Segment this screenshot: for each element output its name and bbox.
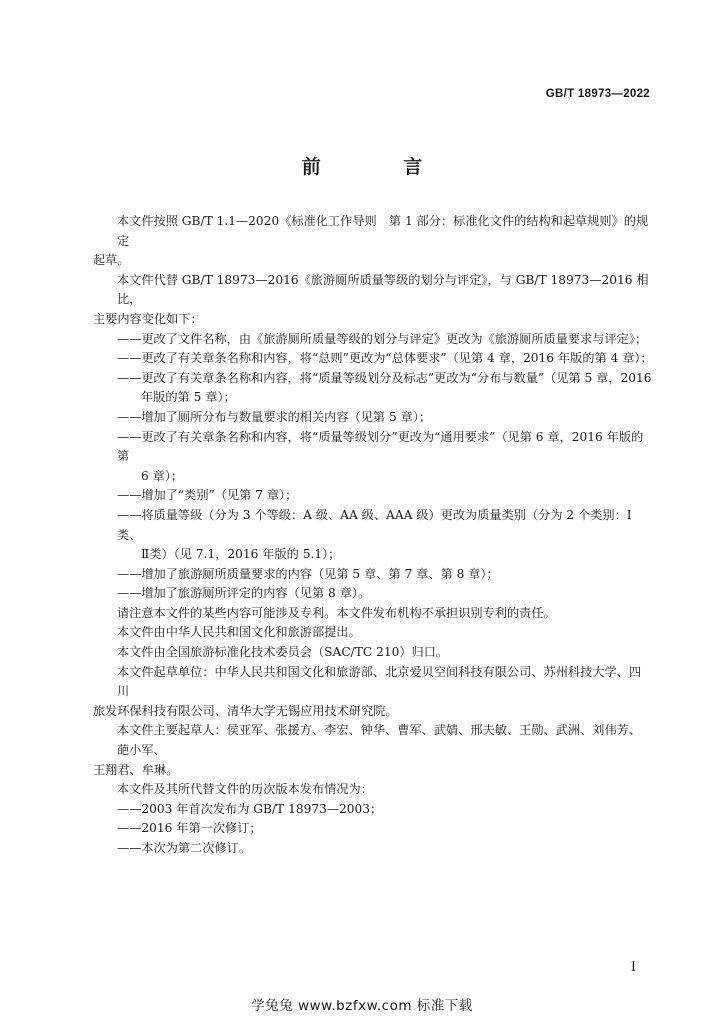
paragraph-committee: 本文件由全国旅游标准化技术委员会（SAC/TC 210）归口。	[117, 645, 449, 660]
text-line: 本文件代替 GB/T 18973—2016《旅游厕所质量等级的划分与评定》，与 GB/T 18973—2016 相比，	[117, 272, 649, 307]
paragraph-replacement	[93, 271, 653, 330]
text-line: ——更改了有关章条名称和内容，将“质量等级划分及标志”更改为“分布与数量”（见第 5 章，2016	[117, 370, 652, 385]
text-line: 起草。	[93, 253, 130, 268]
text-line: 主要内容变化如下：	[93, 311, 203, 326]
list-item: ——2003 年首次发布为 GB/T 18973—2003；	[117, 801, 383, 816]
text-line: ——将质量等级（分为 3 个等级：A 级、AA 级、AAA 级）更改为质量类别（分为 2 个类别：Ⅰ类、	[117, 507, 632, 542]
list-item: ——本次为第二次修订。	[117, 841, 252, 855]
list-item	[117, 506, 653, 565]
text-line: 本文件主要起草人：侯亚军、张援方、李宏、钟华、曹军、武婧、邢夫敏、王勋、武洲、刘伟芳、葩小军、	[117, 723, 642, 758]
text-line: Ⅱ类）（见 7.1，2016 年版的 5.1）；	[141, 547, 341, 562]
paragraph-proposer: 本文件由中华人民共和国文化和旅游部提出。	[117, 625, 361, 640]
page-number: I	[630, 960, 636, 975]
text-line: 本文件起草单位：中华人民共和国文化和旅游部、北京爱贝空间科技有限公司、苏州科技大学、四川	[117, 664, 642, 699]
standard-code: GB/T 18973—2022	[545, 88, 650, 100]
paragraph-drafters	[93, 721, 653, 780]
history-list	[117, 800, 653, 859]
text-line: 旅发环保科技有限公司、清华大学无锡应用技术研究院。	[93, 703, 398, 718]
foreword-body	[93, 212, 653, 859]
list-item: ——增加了厕所分布与数量要求的相关内容（见第 5 章）；	[117, 409, 432, 424]
list-item: ——增加了旅游厕所质量要求的内容（见第 5 章、第 7 章、第 8 章）；	[117, 566, 499, 581]
text-line: 6 章）；	[141, 468, 184, 483]
footer-watermark: 学兔兔 www.bzfxw.com 标准下载	[251, 998, 473, 1014]
list-item	[117, 369, 653, 408]
list-item: ——更改了有关章条名称和内容，将“总则”更改为“总体要求”（见第 4 章，2016 年版的第 4 章）；	[117, 351, 653, 366]
text-line: 本文件按照 GB/T 1.1—2020《标准化工作导则 第 1 部分：标准化文件的结构和起草规则》的规定	[117, 214, 649, 248]
paragraph-drafting-units	[93, 663, 653, 722]
text-line: 王翔君、牟琳。	[93, 762, 179, 777]
page-title: 前 言	[301, 156, 461, 178]
list-item: ——增加了旅游厕所评定的内容（见第 8 章）。	[117, 586, 371, 601]
paragraph-patent-notice: 请注意本文件的某些内容可能涉及专利。本文件发布机构不承担识别专利的责任。	[117, 605, 556, 620]
paragraph-drafting-basis	[93, 212, 653, 271]
paragraph-history: 本文件及其所代替文件的历次版本发布情况为：	[117, 782, 373, 797]
list-item: ——2016 年第一次修订；	[117, 821, 262, 836]
text-line: ——更改了有关章条名称和内容，将“质量等级划分”更改为“通用要求”（见第 6 章，2016 年版的第	[117, 429, 644, 464]
list-item	[117, 428, 653, 487]
list-item: ——更改了文件名称，由《旅游厕所质量等级的划分与评定》更改为《旅游厕所质量要求与评定》；	[117, 331, 648, 346]
change-list	[117, 330, 653, 604]
text-line: 年版的第 5 章）；	[141, 390, 236, 405]
list-item: ——增加了“类别”（见第 7 章）；	[117, 488, 298, 503]
